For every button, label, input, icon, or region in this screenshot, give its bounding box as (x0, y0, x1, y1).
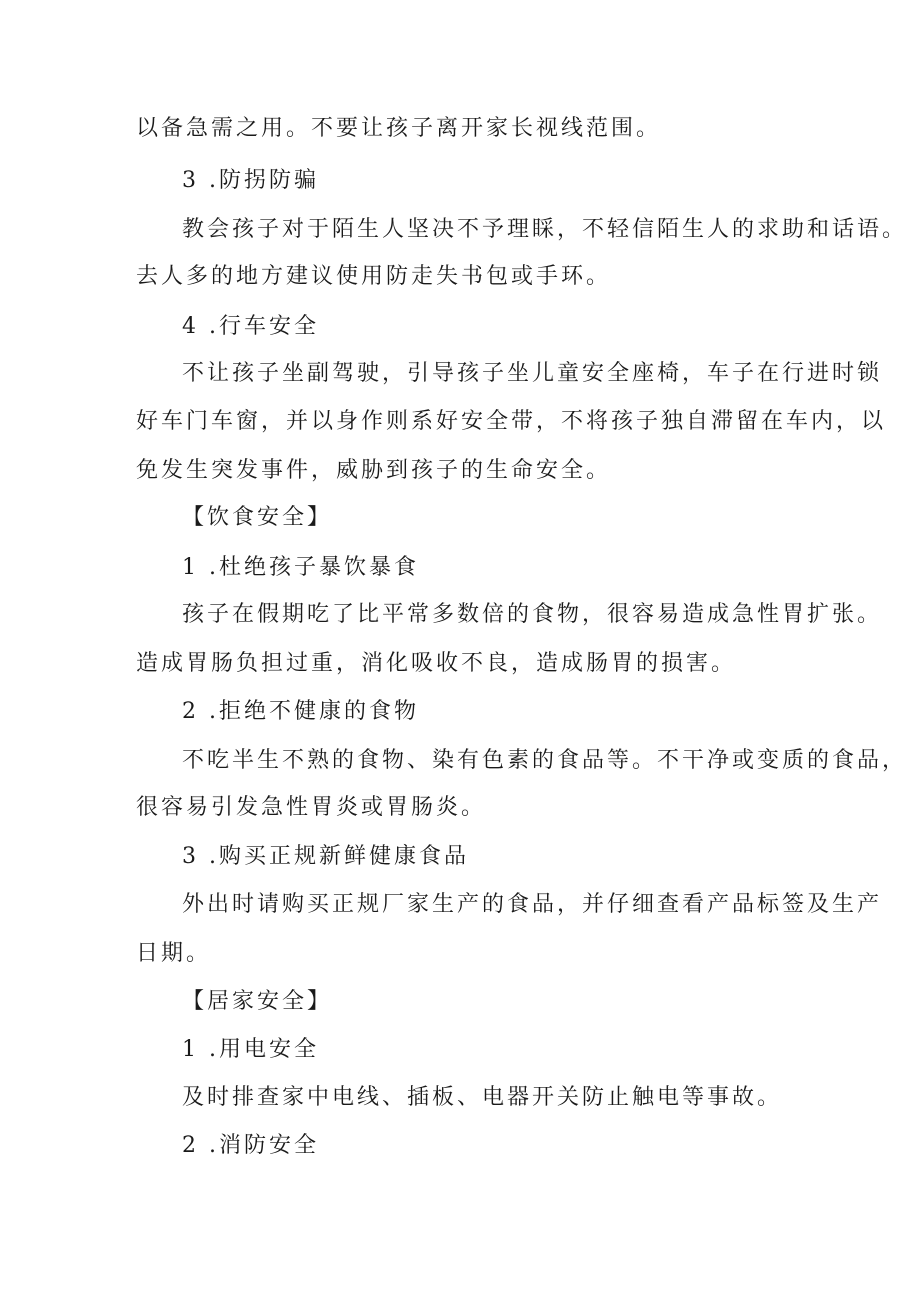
paragraph-line: 很容易引发急性胃炎或胃肠炎。 (136, 795, 487, 820)
paragraph-line: 造成胃肠负担过重，消化吸收不良，造成肠胃的损害。 (136, 651, 737, 676)
paragraph-line: 外出时请购买正规厂家生产的食品，并仔细查看产品标签及生产 (182, 892, 883, 917)
paragraph-line: 及时排查家中电线、插板、电器开关防止触电等事故。 (182, 1085, 783, 1110)
paragraph-line: 教会孩子对于陌生人坚决不予理睬，不轻信陌生人的求助和话语。 (182, 217, 908, 242)
subheading-buy-regular-food: 3 .购买正规新鲜健康食品 (182, 844, 469, 869)
paragraph-continuation: 以备急需之用。不要让孩子离开家长视线范围。 (136, 116, 662, 141)
paragraph-line: 不吃半生不熟的食物、染有色素的食品等。不干净或变质的食品， (182, 748, 908, 773)
subheading-no-overeating: 1 .杜绝孩子暴饮暴食 (182, 555, 419, 580)
paragraph-line: 不让孩子坐副驾驶，引导孩子坐儿童安全座椅，车子在行进时锁 (182, 361, 883, 386)
subheading-electrical-safety: 1 .用电安全 (182, 1037, 319, 1062)
subheading-driving-safety: 4 .行车安全 (182, 314, 319, 339)
paragraph-line: 日期。 (136, 941, 212, 966)
subheading-anti-abduction: 3 .防拐防骗 (182, 168, 319, 193)
paragraph-line: 去人多的地方建议使用防走失书包或手环。 (136, 264, 612, 289)
subheading-fire-safety: 2 .消防安全 (182, 1133, 319, 1158)
section-heading-food-safety: 【饮食安全】 (182, 505, 333, 530)
paragraph-line: 好车门车窗，并以身作则系好安全带，不将孩子独自滞留在车内，以 (136, 409, 887, 434)
paragraph-line: 免发生突发事件，威胁到孩子的生命安全。 (136, 458, 612, 483)
section-heading-home-safety: 【居家安全】 (182, 989, 333, 1014)
paragraph-line: 孩子在假期吃了比平常多数倍的食物，很容易造成急性胃扩张。 (182, 602, 883, 627)
subheading-refuse-unhealthy-food: 2 .拒绝不健康的食物 (182, 699, 419, 724)
